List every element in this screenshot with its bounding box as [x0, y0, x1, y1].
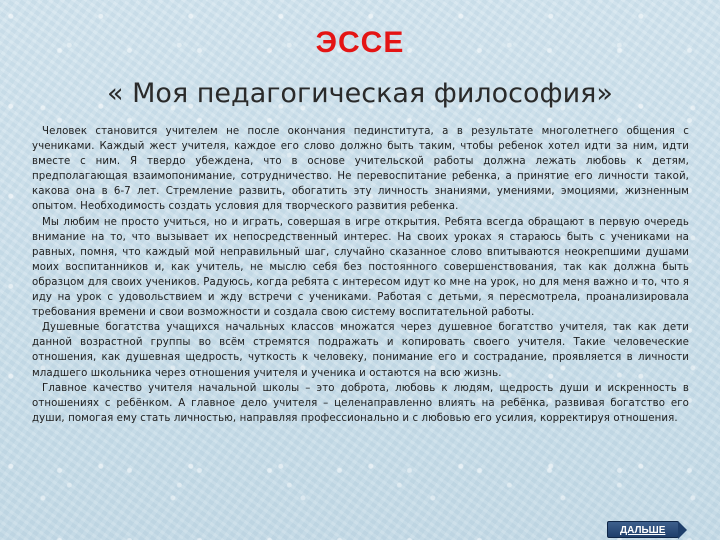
- essay-paragraph: Мы любим не просто учиться, но и играть, совершая в игре открытия. Ребята всегда обращают в первую очередь внимание на то, что вызывает их непосредственный интерес. На своих уроках я стараюсь быть с учениками на равных, помня, что каждый мой неправильный шаг, случайно сказанное слово впитываются неокрепшими душами моих воспитанников и, как учитель, не мыслю себя без постоянного совершенствования, так как должна быть образцом для своих учеников. Радуюсь, когда ребята с интересом идут ко мне на урок, но для меня важно и то, что я иду на урок с удовольствием и жду встречи с учениками. Работая с детьми, я пересмотрела, проанализировала требования времени и свои возможности и создала свою систему воспитательной работы.: [32, 216, 689, 319]
- next-button[interactable]: [607, 521, 679, 538]
- essay-paragraph: Главное качество учителя начальной школы – это доброта, любовь к людям, щедрость души и искренность в отношениях с ребёнком. А главное дело учителя – целенаправленно влиять на ребёнка, развивая богатство его души, помогая ему стать личностью, направляя профессионально и с любовью его усилия, корректируя отношения.: [32, 382, 689, 424]
- essay-title: ЭССЕ: [315, 26, 405, 59]
- next-button-label: ДАЛЬШЕ: [620, 525, 666, 536]
- arrow-right-icon: [678, 521, 687, 539]
- essay-subtitle: « Моя педагогическая философия»: [107, 78, 613, 109]
- essay-paragraph: Человек становится учителем не после окончания пединститута, а в результате многолетнего общения с учениками. Каждый жест учителя, каждое его слово должно быть таким, чтобы ребенок хотел идти за ним, идти вместе с ним. Я твердо убеждена, что в основе учительской работы должна лежать любовь к детям, предполагающая взаимопонимание, сотрудничество. Не перевоспитание ребенка, а принятие его личности такой, какова она в 6-7 лет. Стремление развить, обогатить эту личность знаниями, умениями, эмоциями, жизненным опытом. Необходимость создать условия для творческого развития ребенка.: [32, 126, 689, 213]
- essay-body: [32, 124, 689, 426]
- essay-paragraph: Душевные богатства учащихся начальных классов множатся через душевное богатство учителя, так как дети данной возрастной группы во всём стремятся подражать и копировать своего учителя. Такие человеческие отношения, как душевная щедрость, чуткость к человеку, понимание его и сострадание, проявляется в личности младшего школьника через отношения учителя и ученика и остаются на всю жизнь.: [32, 322, 689, 379]
